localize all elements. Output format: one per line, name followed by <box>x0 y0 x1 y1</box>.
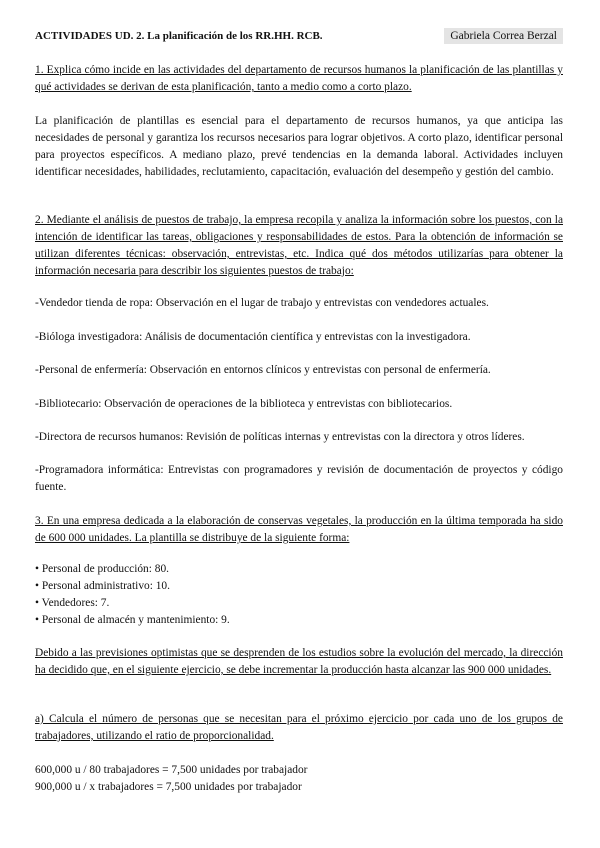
job-method-item: -Bibliotecario: Observación de operaciones de la biblioteca y entrevistas con bibliotecarios. <box>35 398 453 410</box>
job-method-item: -Programadora informática: Entrevistas con programadores y revisión de documentación de proyectos y código fuente. <box>35 464 563 493</box>
document-title: ACTIVIDADES UD. 2. La planificación de los RR.HH. RCB. <box>35 30 323 42</box>
document-header <box>35 28 563 46</box>
question-1: 1. Explica cómo incide en las actividades del departamento de recursos humanos la planificación de las plantillas y qué actividades se derivan de esta planificación, tanto a medio como a corto plazo. <box>35 64 563 93</box>
question-3: 3. En una empresa dedicada a la elaboración de conservas vegetales, la producción en la última temporada ha sido de 600 000 unidades. La plantilla se distribuye de la siguiente forma: <box>35 515 563 544</box>
staff-item: • Personal de producción: 80. <box>35 563 170 575</box>
job-method-item: -Vendedor tienda de ropa: Observación en el lugar de trabajo y entrevistas con vendedores actuales. <box>35 297 489 309</box>
job-method-item: -Personal de enfermería: Observación en entornos clínicos y entrevistas con personal de enfermería. <box>35 364 491 376</box>
answer-1: La planificación de plantillas es esencial para el departamento de recursos humanos, ya que anticipa las necesidades de personal y garantiza los recursos necesarios para lograr objetivos. A corto plazo, identificar personal para proyectos específicos. A mediano plazo, prevé tendencias en la demanda laboral. Actividades incluyen identificar necesidades, habilidades, reclutamiento, capacitación, evaluación del desempeño y gestión del cambio. <box>35 115 563 178</box>
author-name: Gabriela Correa Berzal <box>444 28 563 44</box>
question-3a: a) Calcula el número de personas que se necesitan para el próximo ejercicio por cada uno de los grupos de trabajadores, utilizando el ratio de proporcionalidad. <box>35 713 563 742</box>
staff-item: • Personal de almacén y mantenimiento: 9. <box>35 614 230 626</box>
job-method-item: -Bióloga investigadora: Análisis de documentación científica y entrevistas con la investigadora. <box>35 331 471 343</box>
staff-item: • Personal administrativo: 10. <box>35 580 170 592</box>
question-2: 2. Mediante el análisis de puestos de trabajo, la empresa recopila y analiza la información sobre los puestos, con la intención de identificar las tareas, obligaciones y responsabilidades de estos. Para la obtención de información se utilizan diferentes técnicas: observación, entrevistas, etc. Indica qué dos métodos utilizarías para obtener la información necesaria para describir los siguientes puestos de trabajo: <box>35 214 563 277</box>
forecast-context: Debido a las previsiones optimistas que se desprenden de los estudios sobre la evolución del mercado, la dirección ha decidido que, en el siguiente ejercicio, se debe incrementar la producción hasta alcanzar las 900 000 unidades. <box>35 647 563 676</box>
calculation-line: 600,000 u / 80 trabajadores = 7,500 unidades por trabajador <box>35 764 308 776</box>
job-method-item: -Directora de recursos humanos: Revisión de políticas internas y entrevistas con la directora y otros líderes. <box>35 431 525 443</box>
staff-item: • Vendedores: 7. <box>35 597 110 609</box>
calculation-line: 900,000 u / x trabajadores = 7,500 unidades por trabajador <box>35 781 302 793</box>
